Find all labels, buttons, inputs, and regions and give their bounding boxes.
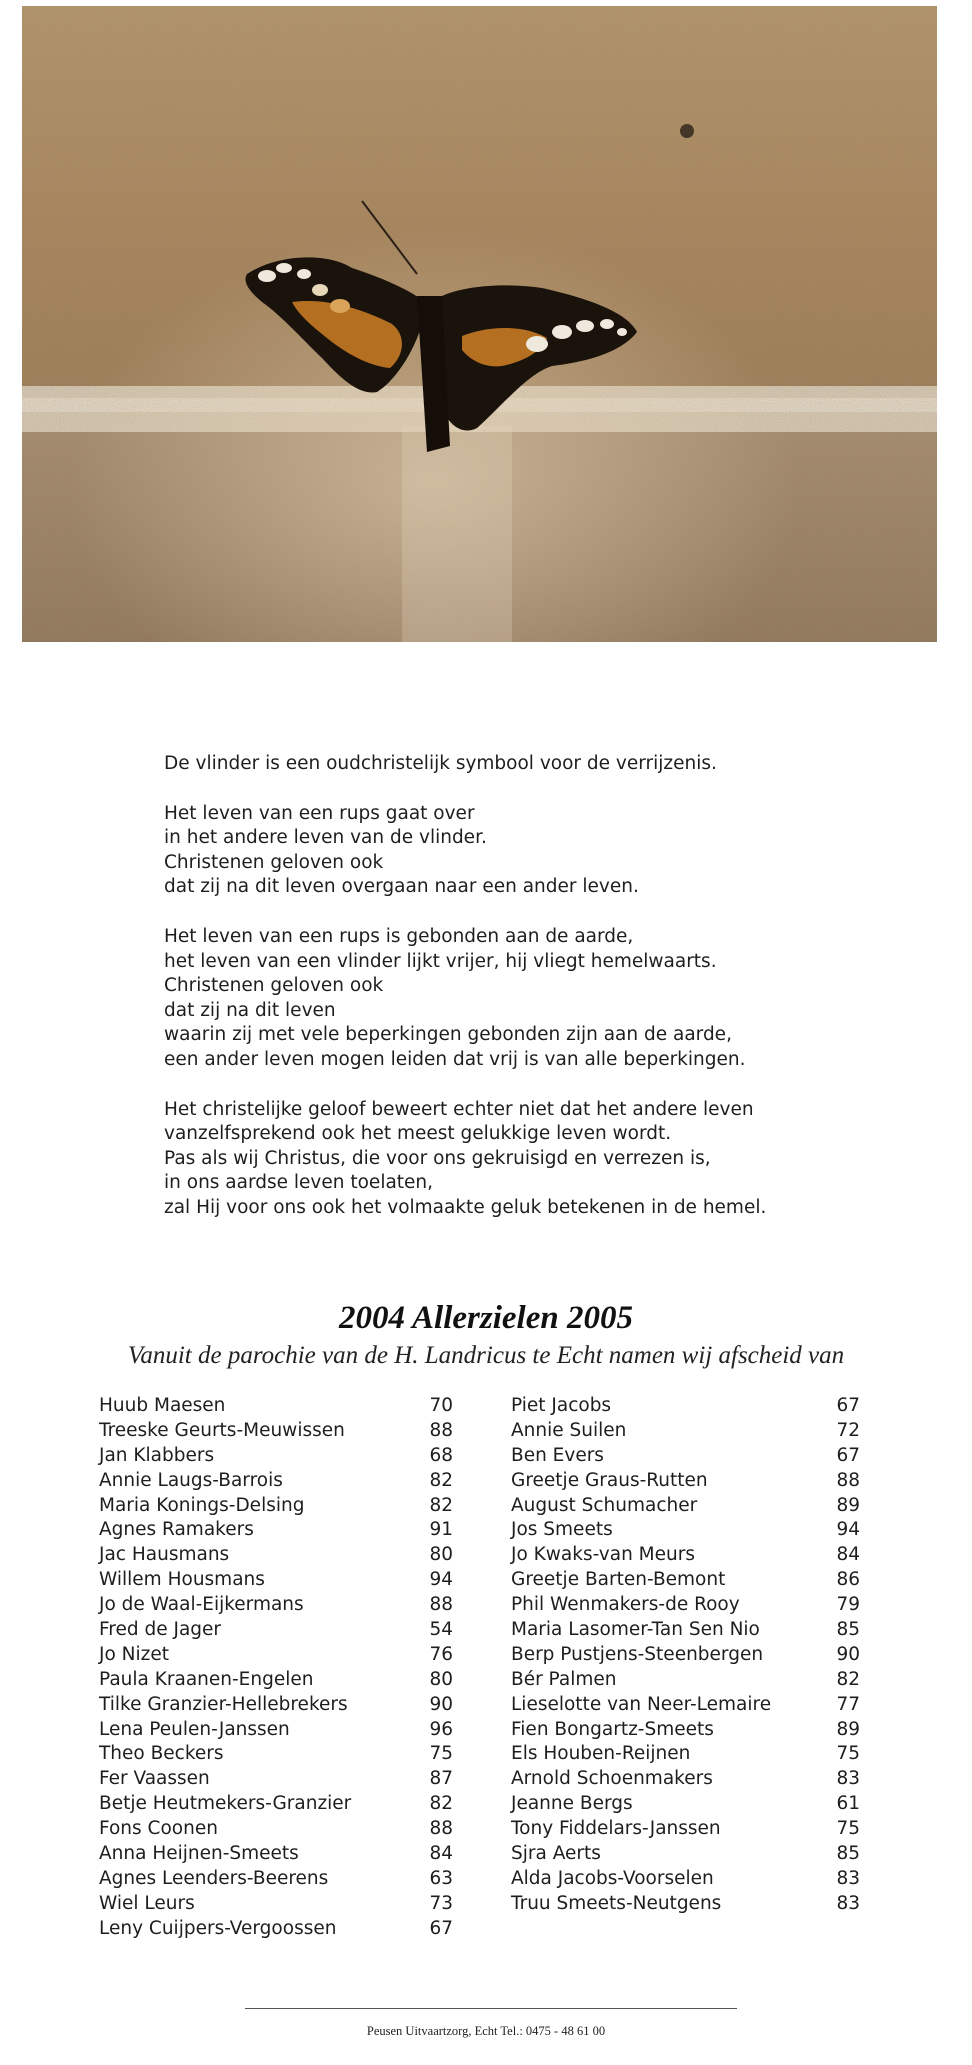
list-item	[99, 1618, 453, 1643]
deceased-age: 80	[429, 1668, 453, 1690]
poem-line: in het andere leven van de vlinder.	[164, 827, 487, 849]
deceased-name: Sjra Aerts	[511, 1843, 601, 1865]
deceased-name: Jan Klabbers	[99, 1444, 215, 1466]
butterfly-image	[22, 6, 937, 642]
deceased-age: 88	[429, 1594, 453, 1616]
list-item	[99, 1394, 453, 1419]
names-column-left	[99, 1394, 453, 1942]
list-item	[99, 1792, 453, 1817]
deceased-age: 82	[429, 1793, 453, 1815]
deceased-age: 67	[836, 1444, 860, 1466]
poem-line: Het leven van een rups gaat over	[164, 802, 475, 824]
deceased-name: Truu Smeets-Neutgens	[511, 1892, 722, 1914]
list-item	[99, 1892, 453, 1917]
deceased-age: 89	[836, 1494, 860, 1516]
deceased-name: Jo Kwaks-van Meurs	[511, 1544, 695, 1566]
deceased-name: Ben Evers	[511, 1444, 604, 1466]
deceased-age: 90	[429, 1693, 453, 1715]
list-item	[99, 1867, 453, 1892]
deceased-age: 88	[836, 1469, 860, 1491]
deceased-name: Bér Palmen	[511, 1668, 617, 1690]
deceased-age: 83	[836, 1768, 860, 1790]
deceased-name: Leny Cuijpers-Vergoossen	[99, 1917, 337, 1939]
deceased-name: Phil Wenmakers-de Rooy	[511, 1594, 740, 1616]
deceased-name: Jac Hausmans	[99, 1544, 230, 1566]
list-item	[511, 1518, 860, 1543]
list-item	[511, 1892, 860, 1917]
deceased-age: 76	[429, 1643, 453, 1665]
poem-line: in ons aardse leven toelaten,	[164, 1172, 434, 1194]
list-item	[99, 1643, 453, 1668]
poem-line: Het leven van een rups is gebonden aan de aarde,	[164, 925, 634, 947]
poem-line: Het christelijke geloof beweert echter niet dat het andere leven	[164, 1098, 754, 1120]
list-item	[99, 1767, 453, 1792]
deceased-age: 75	[836, 1743, 860, 1765]
poem-line: vanzelfsprekend ook het meest gelukkige leven wordt.	[164, 1123, 672, 1145]
list-item	[99, 1817, 453, 1842]
deceased-name: Maria Konings-Delsing	[99, 1494, 305, 1516]
list-item	[99, 1419, 453, 1444]
list-item	[511, 1643, 860, 1668]
deceased-name: Jeanne Bergs	[511, 1793, 633, 1815]
deceased-age: 75	[429, 1743, 453, 1765]
poem-stanza	[164, 802, 864, 900]
poem-line: Christenen geloven ook	[164, 975, 384, 997]
deceased-name: August Schumacher	[511, 1494, 698, 1516]
list-item	[99, 1568, 453, 1593]
list-item	[99, 1518, 453, 1543]
deceased-name: Willem Housmans	[99, 1569, 265, 1591]
poem-line: Pas als wij Christus, die voor ons gekruisigd en verrezen is,	[164, 1147, 711, 1169]
list-item	[511, 1668, 860, 1693]
deceased-name: Alda Jacobs-Voorselen	[511, 1867, 714, 1889]
deceased-age: 72	[836, 1419, 860, 1441]
deceased-name: Jo Nizet	[99, 1643, 169, 1665]
list-item	[511, 1718, 860, 1743]
deceased-age: 87	[429, 1768, 453, 1790]
list-item	[99, 1742, 453, 1767]
deceased-name: Jos Smeets	[511, 1519, 613, 1541]
deceased-age: 70	[429, 1395, 453, 1416]
list-item	[511, 1742, 860, 1767]
deceased-age: 73	[429, 1892, 453, 1914]
deceased-name: Theo Beckers	[99, 1743, 224, 1765]
deceased-name: Fred de Jager	[99, 1619, 222, 1641]
deceased-age: 82	[429, 1469, 453, 1491]
deceased-age: 88	[429, 1419, 453, 1441]
deceased-name: Agnes Ramakers	[99, 1519, 254, 1541]
deceased-name: Lieselotte van Neer-Lemaire	[511, 1693, 772, 1715]
deceased-age: 54	[429, 1619, 453, 1641]
deceased-name: Els Houben-Reijnen	[511, 1743, 691, 1765]
list-item	[511, 1469, 860, 1494]
list-item	[511, 1543, 860, 1568]
list-item	[511, 1693, 860, 1718]
deceased-age: 61	[836, 1793, 860, 1815]
list-item	[99, 1668, 453, 1693]
deceased-age: 63	[429, 1867, 453, 1889]
deceased-age: 90	[836, 1643, 860, 1665]
deceased-name: Piet Jacobs	[511, 1395, 612, 1416]
deceased-age: 82	[429, 1494, 453, 1516]
deceased-age: 89	[836, 1718, 860, 1740]
footer-text: Peusen Uitvaartzorg, Echt Tel.: 0475 - 48 61 00	[366, 2024, 606, 2038]
deceased-name: Fons Coonen	[99, 1818, 218, 1840]
poem-line: het leven van een vlinder lijkt vrijer, hij vliegt hemelwaarts.	[164, 950, 717, 972]
deceased-age: 84	[836, 1544, 860, 1566]
list-item	[99, 1494, 453, 1519]
deceased-name: Anna Heijnen-Smeets	[99, 1843, 299, 1865]
deceased-name: Betje Heutmekers-Granzier	[99, 1793, 352, 1815]
poem-line: Christenen geloven ook	[164, 851, 384, 873]
deceased-age: 67	[429, 1917, 453, 1939]
poem-line: waarin zij met vele beperkingen gebonden zijn aan de aarde,	[164, 1024, 732, 1046]
list-item	[99, 1842, 453, 1867]
list-item	[511, 1444, 860, 1469]
poem-line: dat zij na dit leven overgaan naar een ander leven.	[164, 876, 639, 898]
poem-line: een ander leven mogen leiden dat vrij is van alle beperkingen.	[164, 1048, 746, 1070]
deceased-name: Tilke Granzier-Hellebrekers	[99, 1693, 348, 1715]
poem-line: zal Hij voor ons ook het volmaakte geluk betekenen in de hemel.	[164, 1196, 767, 1218]
list-item	[511, 1419, 860, 1444]
deceased-age: 88	[429, 1818, 453, 1840]
deceased-name: Maria Lasomer-Tan Sen Nio	[511, 1619, 760, 1641]
deceased-name: Treeske Geurts-Meuwissen	[99, 1419, 345, 1441]
deceased-age: 75	[836, 1818, 860, 1840]
deceased-name: Huub Maesen	[99, 1395, 226, 1416]
deceased-age: 84	[429, 1843, 453, 1865]
deceased-age: 83	[836, 1892, 860, 1914]
deceased-age: 83	[836, 1867, 860, 1889]
list-item	[99, 1917, 453, 1942]
list-item	[99, 1693, 453, 1718]
deceased-name: Annie Suilen	[511, 1419, 627, 1441]
poem-stanza	[164, 925, 864, 1073]
deceased-name: Lena Peulen-Janssen	[99, 1718, 290, 1740]
deceased-age: 80	[429, 1544, 453, 1566]
deceased-name: Wiel Leurs	[99, 1892, 195, 1914]
list-item	[511, 1618, 860, 1643]
memorial-subtitle: Vanuit de parochie van de H. Landricus te Echt namen wij afscheid van	[127, 1342, 845, 1369]
poem-line: De vlinder is een oudchristelijk symbool voor de verrijzenis.	[164, 753, 717, 774]
list-item	[511, 1842, 860, 1867]
list-item	[99, 1593, 453, 1618]
deceased-age: 79	[836, 1594, 860, 1616]
poem-line: dat zij na dit leven	[164, 999, 336, 1021]
poem-stanza	[164, 1098, 864, 1221]
poem	[164, 752, 864, 1246]
list-item	[511, 1593, 860, 1618]
poem-stanza	[164, 752, 864, 777]
deceased-age: 94	[836, 1519, 860, 1541]
deceased-name: Berp Pustjens-Steenbergen	[511, 1643, 764, 1665]
deceased-name: Greetje Barten-Bemont	[511, 1569, 726, 1591]
list-item	[99, 1543, 453, 1568]
deceased-age: 67	[836, 1395, 860, 1416]
deceased-age: 85	[836, 1619, 860, 1641]
deceased-name: Agnes Leenders-Beerens	[99, 1867, 329, 1889]
deceased-name: Arnold Schoenmakers	[511, 1768, 713, 1790]
footer-divider	[245, 2008, 737, 2009]
deceased-age: 77	[836, 1693, 860, 1715]
butterfly-photo	[22, 6, 937, 642]
list-item	[511, 1767, 860, 1792]
list-item	[511, 1394, 860, 1419]
deceased-name: Jo de Waal-Eijkermans	[99, 1594, 304, 1616]
deceased-age: 86	[836, 1569, 860, 1591]
list-item	[511, 1817, 860, 1842]
deceased-name: Annie Laugs-Barrois	[99, 1469, 283, 1491]
list-item	[99, 1444, 453, 1469]
deceased-name: Paula Kraanen-Engelen	[99, 1668, 314, 1690]
deceased-age: 96	[429, 1718, 453, 1740]
list-item	[511, 1494, 860, 1519]
list-item	[511, 1792, 860, 1817]
list-item	[511, 1867, 860, 1892]
deceased-age: 94	[429, 1569, 453, 1591]
list-item	[511, 1568, 860, 1593]
deceased-age: 68	[429, 1444, 453, 1466]
deceased-age: 82	[836, 1668, 860, 1690]
list-item	[99, 1469, 453, 1494]
deceased-name: Tony Fiddelars-Janssen	[511, 1818, 721, 1840]
deceased-name: Greetje Graus-Rutten	[511, 1469, 708, 1491]
list-item	[99, 1718, 453, 1743]
memorial-title: 2004 Allerzielen 2005	[339, 1300, 633, 1336]
names-column-right	[511, 1394, 860, 1917]
deceased-name: Fer Vaassen	[99, 1768, 210, 1790]
deceased-name: Fien Bongartz-Smeets	[511, 1718, 714, 1740]
deceased-age: 85	[836, 1843, 860, 1865]
deceased-age: 91	[429, 1519, 453, 1541]
